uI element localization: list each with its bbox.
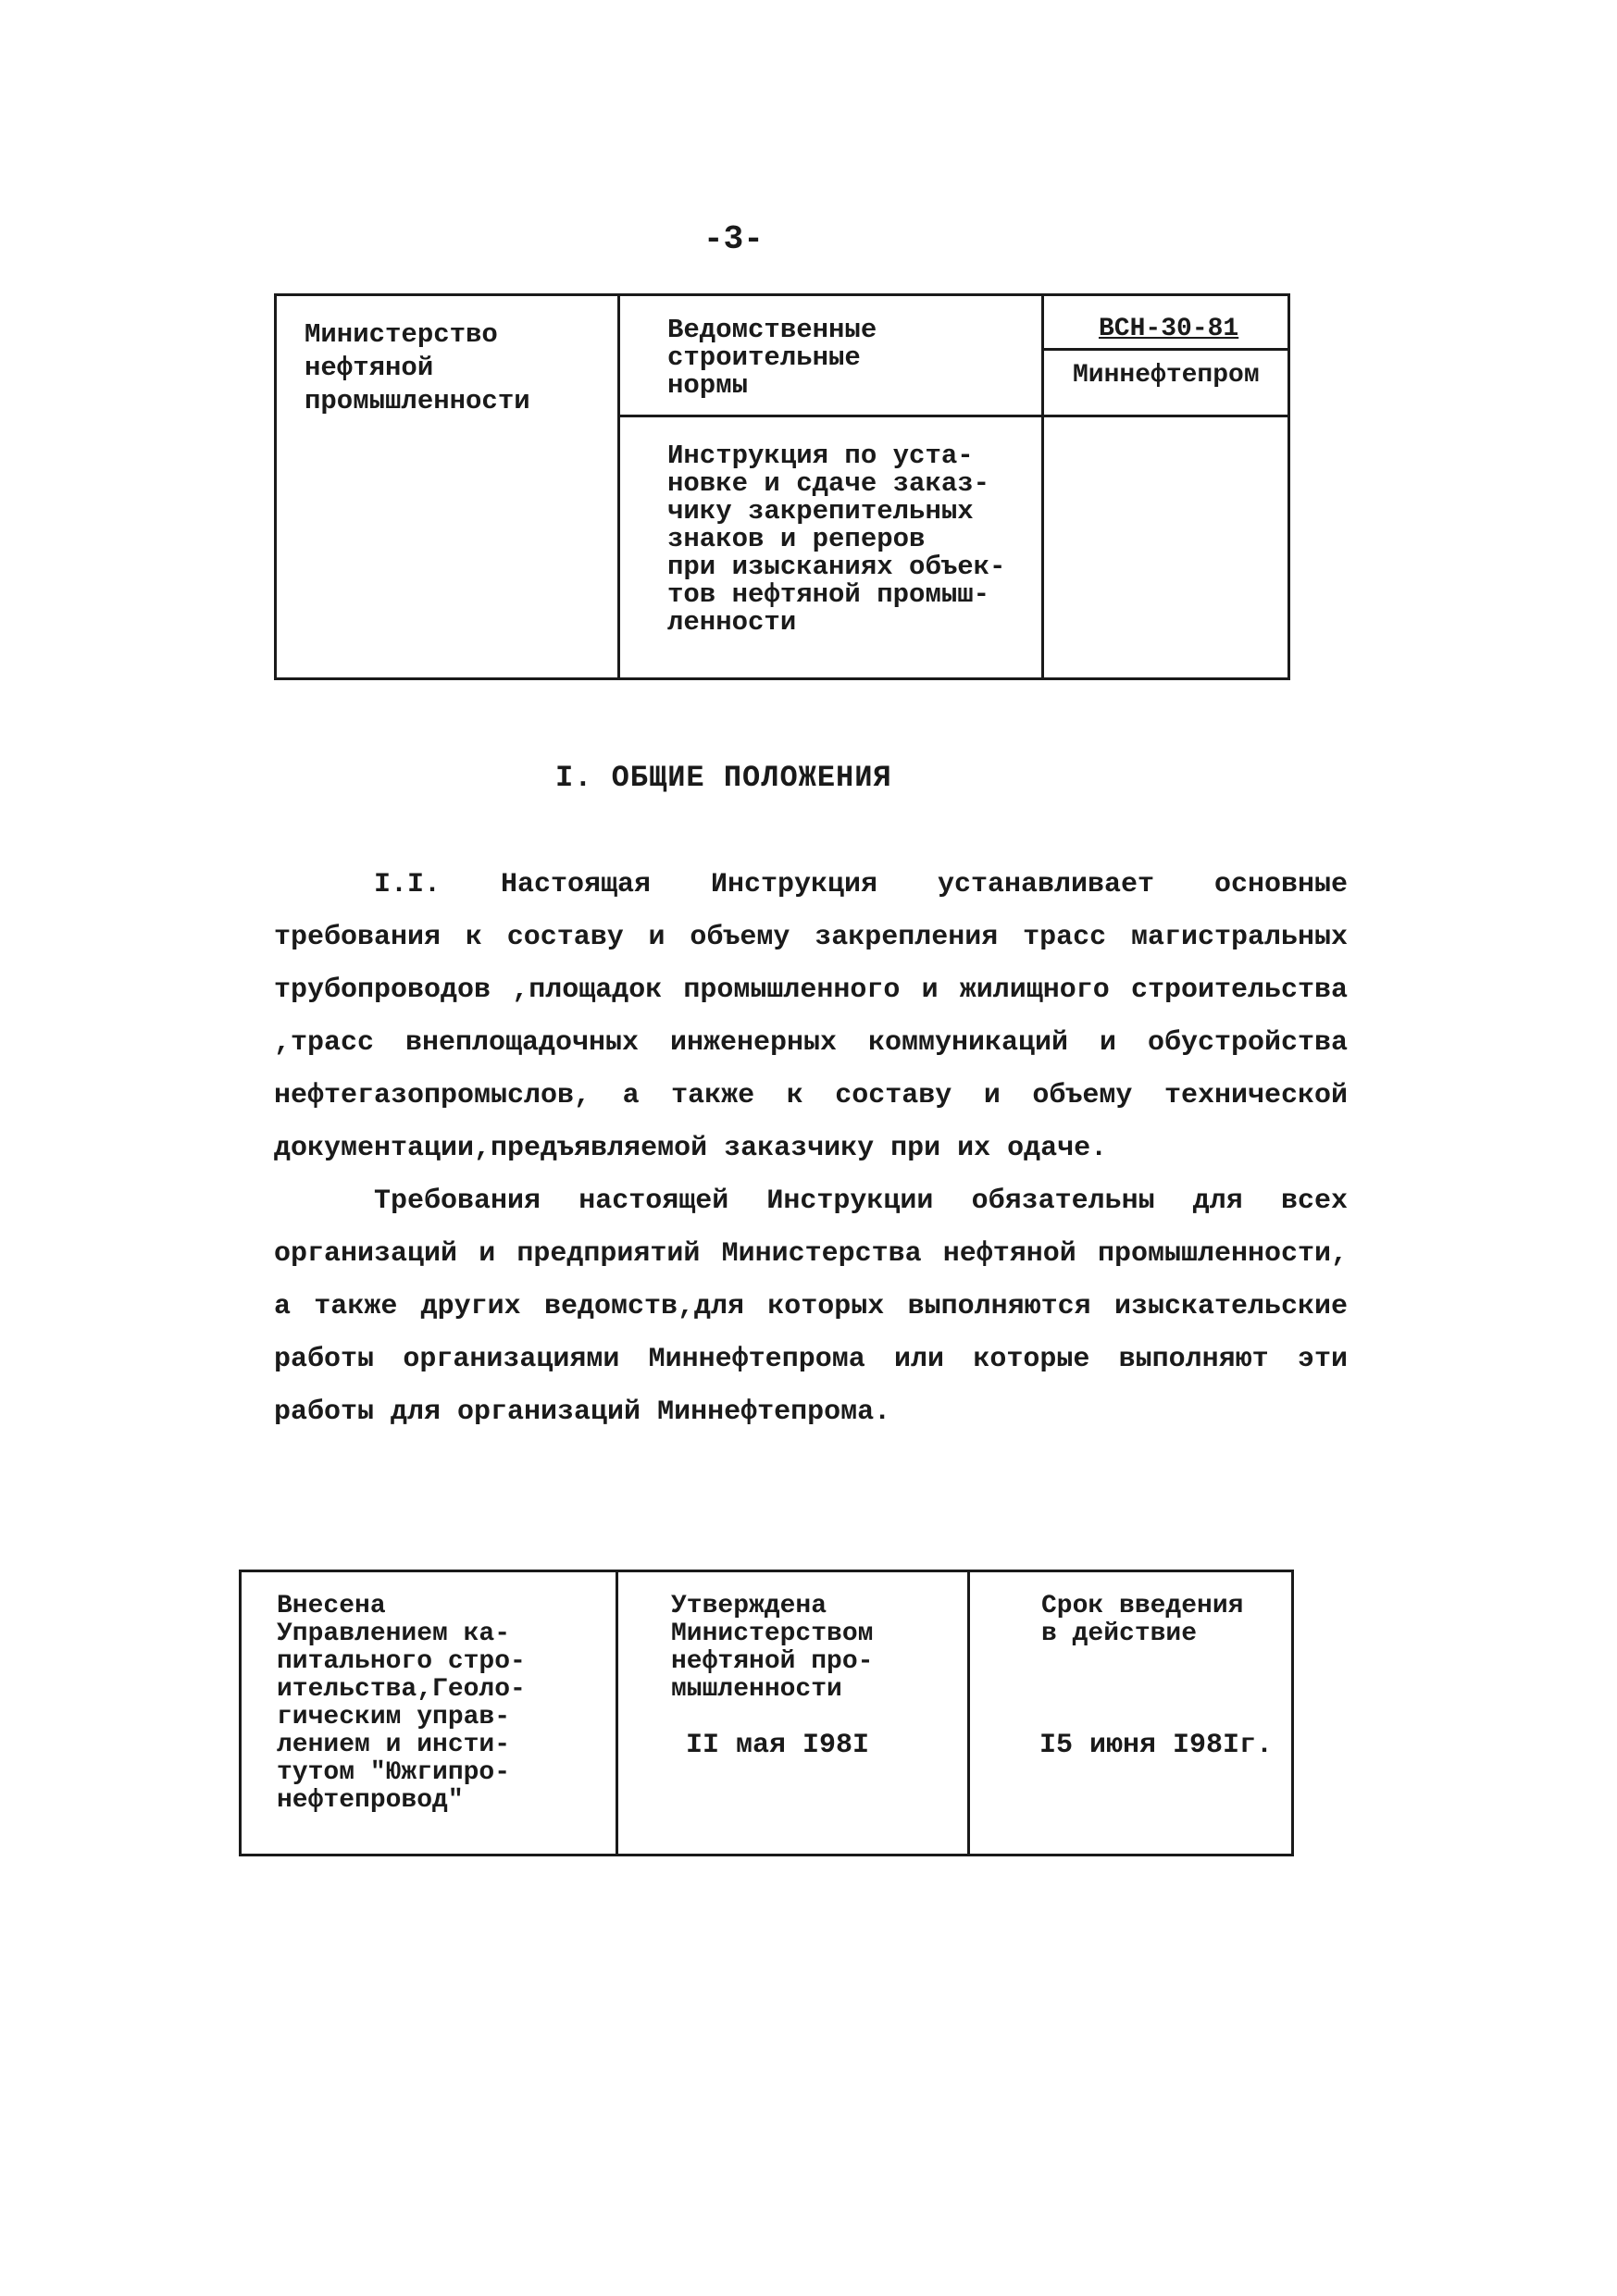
document-title-cell: Инструкция по уста- новке и сдаче заказ- чику закрепительных знаков и реперов при изысканиях объек- тов нефтяной промыш- ленности	[667, 441, 1006, 638]
page-number: -3-	[703, 220, 764, 258]
effective-date: I5 июня I98Iг.	[1039, 1730, 1274, 1761]
effective-label: Срок введения в действие	[1041, 1592, 1244, 1648]
code-divider	[1041, 348, 1290, 351]
footer-table	[239, 1570, 1294, 1856]
header-table	[274, 293, 1290, 680]
code-cell: ВСН-30-81	[1099, 315, 1239, 343]
submitted-by: Внесена Управлением ка- питального стро- ительства,Геоло- гическим управ- лением и инсти- тутом "Южгипро- нефтепровод"	[277, 1592, 526, 1815]
agency-cell: Миннефтепром	[1073, 361, 1260, 390]
header-divider-2	[1041, 296, 1044, 677]
header-divider-1	[617, 296, 620, 677]
approved-date: II мая I98I	[686, 1730, 870, 1761]
approved-by: Утверждена Министерством нефтяной про- мышленности	[671, 1592, 874, 1704]
ministry-cell: Министерство нефтяной промышленности	[305, 319, 530, 416]
paragraph-2: Требования настоящей Инструкции обязательны для всех организаций и предприятий Министерства нефтяной промышленности, а также других ведомств,для которых выполняются изыскательские работы организациями Миннефтепрома или которые выполняют эти работы для организаций Миннефтепрома.	[274, 1185, 1348, 1428]
footer-divider-2	[967, 1572, 970, 1854]
section-title: I. ОБЩИЕ ПОЛОЖЕНИЯ	[555, 761, 892, 795]
norms-type-cell: Ведомственные строительные нормы	[667, 315, 877, 401]
footer-divider-1	[616, 1572, 618, 1854]
paragraph-1: I.I. Настоящая Инструкция устанавливает основные требования к составу и объему закрепления трасс магистральных трубопроводов ,площадок промышленного и жилищного строительства ,трасс внеплощадочных инженерных коммуникаций и обустройства нефтегазопромыслов, а также к составу и объему технической документации,предъявляемой заказчику при их одаче.	[274, 869, 1348, 1164]
body-text	[274, 859, 1348, 1439]
header-row-divider	[617, 415, 1290, 417]
